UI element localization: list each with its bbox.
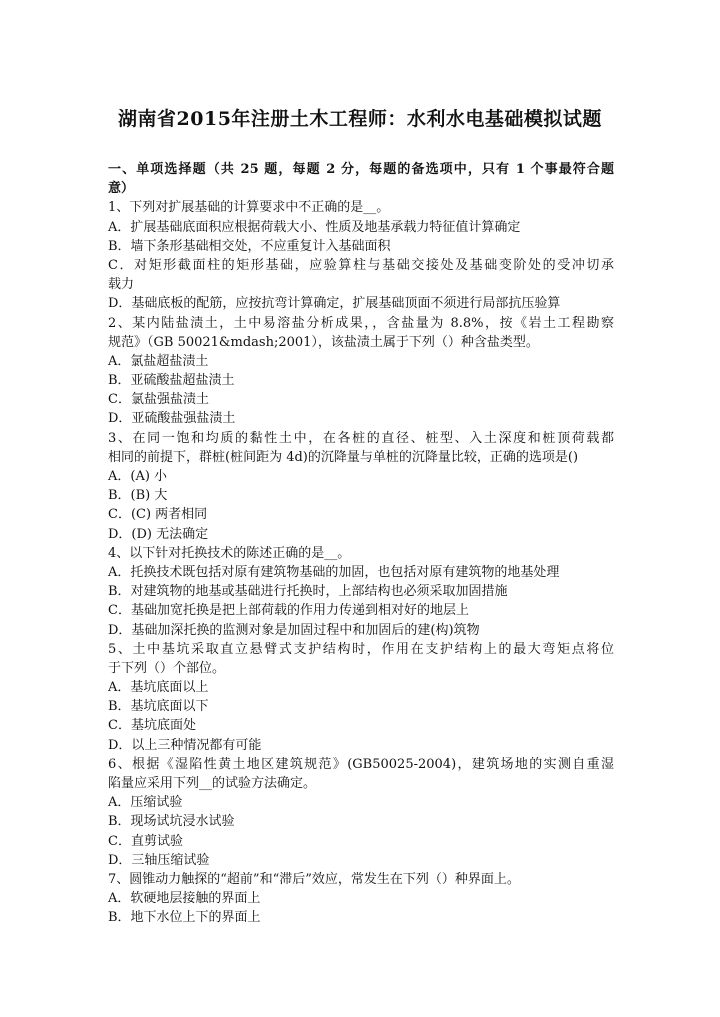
question-6-option-a: A．压缩试验 <box>108 795 183 811</box>
section-heading: 意） <box>108 181 135 197</box>
question-2-option-b: B．亚硫酸盐超盐渍土 <box>108 373 235 389</box>
question-3-stem: 3、在同一饱和均质的黏性土中，在各桩的直径、桩型、入土深度和桩顶荷载都 <box>108 430 614 446</box>
question-6-option-c: C．直剪试验 <box>108 833 183 849</box>
question-4-option-d: D．基础加深托换的监测对象是加固过程中和加固后的建(构)筑物 <box>108 622 480 638</box>
question-7-option-a: A．软硬地层接触的界面上 <box>108 891 261 907</box>
question-5-option-c: C．基坑底面处 <box>108 718 196 734</box>
question-2-option-a: A．氯盐超盐渍土 <box>108 353 209 369</box>
question-3-stem: 相同的前提下，群桩(桩间距为 4d)的沉降量与单桩的沉降量比较，正确的选项是() <box>108 449 579 465</box>
question-3-option-d: D．(D) 无法确定 <box>108 526 209 542</box>
question-6-option-b: B．现场试坑浸水试验 <box>108 814 235 830</box>
question-4-option-a: A．托换技术既包括对原有建筑物基础的加固，也包括对原有建筑物的地基处理 <box>108 564 560 580</box>
question-2-option-d: D．亚硫酸盐强盐渍土 <box>108 411 236 427</box>
question-4-stem: 4、以下针对托换技术的陈述正确的是__。 <box>108 545 351 561</box>
question-5-option-b: B．基坑底面以下 <box>108 699 209 715</box>
question-6-option-d: D．三轴压缩试验 <box>108 852 210 868</box>
question-2-option-c: C．氯盐强盐渍土 <box>108 392 209 408</box>
question-1-stem: 1、下列对扩展基础的计算要求中不正确的是__。 <box>108 200 390 216</box>
question-7-stem: 7、圆锥动力触探的“超前”和“滞后”效应，常发生在下列（）种界面上。 <box>108 871 520 887</box>
section-heading: 一、单项选择题（共 25 题，每题 2 分，每题的备选项中，只有 1 个事最符合题 <box>108 162 614 177</box>
question-1-option-d: D．基础底板的配筋，应按抗弯计算确定，扩展基础顶面不须进行局部抗压验算 <box>108 296 561 312</box>
question-1-option-c: 载力 <box>108 277 135 293</box>
question-6-stem: 6、根据《湿陷性黄土地区建筑规范》(GB50025-2004)，建筑场地的实测自重湿 <box>108 756 614 772</box>
question-2-stem: 2、某内陆盐渍土，土中易溶盐分析成果，，含盐量为 8.8%，按《岩土工程勘察 <box>108 315 614 331</box>
question-1-option-b: B．墙下条形基础相交处，不应重复计入基础面积 <box>108 238 391 254</box>
question-4-option-b: B．对建筑物的地基或基础进行托换时，上部结构也必须采取加固措施 <box>108 584 508 600</box>
question-5-option-d: D．以上三种情况都有可能 <box>108 737 262 753</box>
question-7-option-b: B．地下水位上下的界面上 <box>108 910 261 926</box>
question-5-stem: 于下列（）个部位。 <box>108 660 226 676</box>
question-2-stem: 规范》（GB 50021&mdash;2001），该盐渍土属于下列（）种含盐类型。 <box>108 334 539 350</box>
question-4-option-c: C．基础加宽托换是把上部荷载的作用力传递到相对好的地层上 <box>108 603 469 619</box>
question-1-option-c: C．对矩形截面柱的矩形基础，应验算柱与基础交接处及基础变阶处的受冲切承 <box>108 257 614 273</box>
question-1-option-a: A．扩展基础底面积应根据荷载大小、性质及地基承载力特征值计算确定 <box>108 219 521 235</box>
question-3-option-c: C．(C) 两者相同 <box>108 507 208 523</box>
question-5-option-a: A．基坑底面以上 <box>108 680 209 696</box>
document-body <box>108 160 614 928</box>
question-3-option-b: B．(B) 大 <box>108 488 168 504</box>
question-5-stem: 5、土中基坑采取直立悬臂式支护结构时，作用在支护结构上的最大弯矩点将位 <box>108 641 614 657</box>
question-6-stem: 陷量应采用下列__的试验方法确定。 <box>108 776 317 791</box>
document-title: 湖南省2015年注册土木工程师：水利水电基础模拟试题 <box>118 108 602 130</box>
question-3-option-a: A．(A) 小 <box>108 469 168 484</box>
